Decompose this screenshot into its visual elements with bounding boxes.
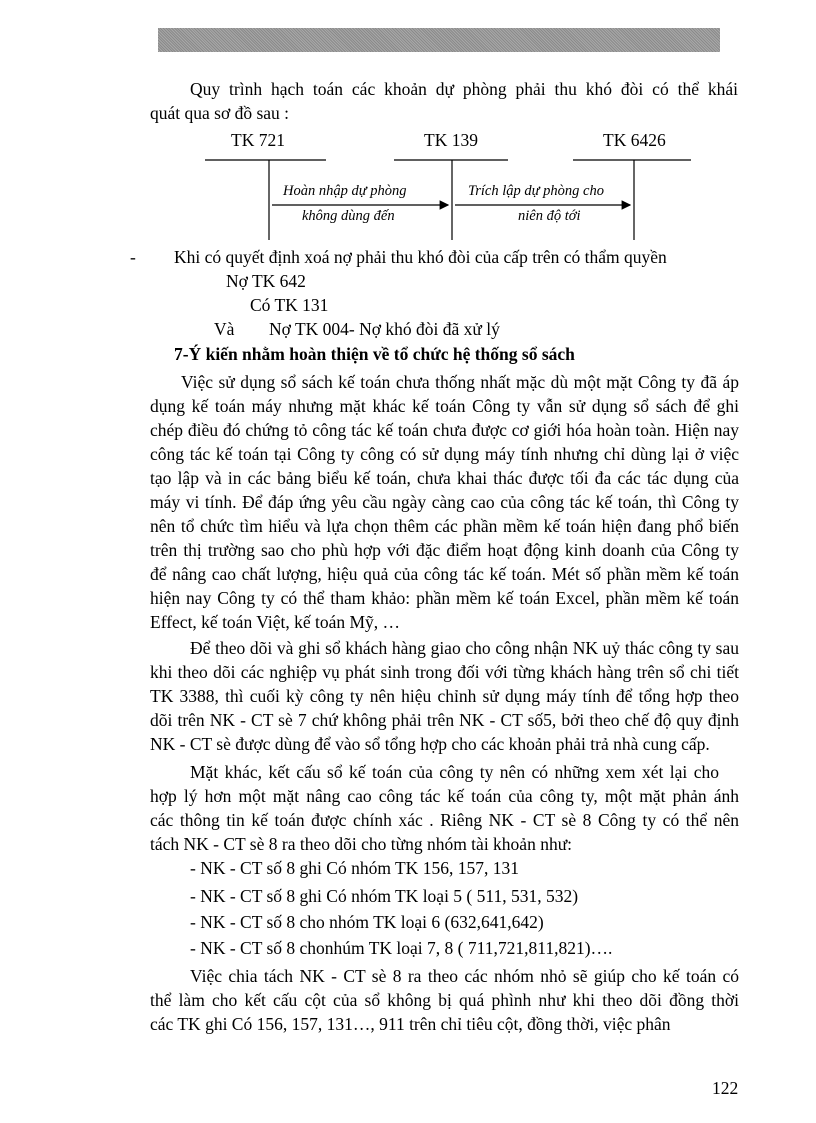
list-item: - NK - CT số 8 ghi Có nhóm TK 156, 157, 131 [190, 858, 519, 878]
para3-line: tách NK - CT sè 8 ra theo dõi cho từng nhóm tài khoản như: [150, 834, 573, 854]
para2-line: Để theo dõi và ghi sổ khách hàng giao cho công nhận NK uỷ thác công ty sau [190, 638, 739, 658]
list-item: - NK - CT số 8 cho nhóm TK loại 6 (632,641,642) [190, 912, 544, 932]
entry-debit: Nợ TK 642 [226, 271, 306, 291]
para1-line: tạo lập và in các bảng biểu kế toán, chưa khai thác được tối đa các tác dụng của [150, 468, 739, 488]
entry-bullet: - [130, 247, 136, 267]
account-tk721: TK 721 [231, 130, 285, 150]
arrow2-label-line2: niên độ tới [518, 208, 581, 224]
para1-line: máy vi tính. Để đáp ứng yêu cầu ngày càng cao của công tác kế toán, thì Công ty [150, 492, 739, 512]
para1-line: hiện nay Công ty có thể tham khảo: phần mềm kế toán Excel, phần mềm kế toán [150, 588, 739, 608]
list-item: - NK - CT số 8 ghi Có nhóm TK loại 5 ( 511, 531, 532) [190, 886, 579, 906]
arrow1-label-line2: không dùng đến [302, 208, 395, 224]
para2-line: NK - CT sè được dùng để vào sổ tổng hợp cho các khoản phải trả nhà cung cấp. [150, 734, 710, 754]
para2-line: dõi trên NK - CT sè 7 chứ không phải trên NK - CT số5, bởi theo chế độ quy định [150, 710, 739, 730]
entry-and: Và [214, 319, 235, 339]
para1-line: Việc sử dụng sổ sách kế toán chưa thống nhất mặc dù một mặt Công ty đã áp [181, 372, 739, 392]
arrow1-label-line1: Hoàn nhập dự phòng [283, 183, 407, 199]
entry-line-1: Khi có quyết định xoá nợ phải thu khó đòi của cấp trên có thẩm quyền [174, 247, 667, 267]
para1-line: dụng kế toán máy nhưng mặt khác kế toán Công ty vẫn sử dụng sổ sách để ghi [150, 396, 739, 416]
intro-line-1: Quy trình hạch toán các khoản dự phòng phải thu khó đòi có thể khái [190, 79, 738, 99]
para1-line: nên tổ chức tìm hiểu và lựa chọn thêm các phần mềm kế toán hiện đang phổ biến [150, 516, 739, 536]
t-account-diagram [0, 0, 816, 260]
arrow2-label-line1: Trích lập dự phòng cho [468, 183, 604, 199]
para1-line: Effect, kế toán Việt, kế toán Mỹ, … [150, 612, 401, 632]
intro-line-2: quát qua sơ đồ sau : [150, 103, 290, 123]
list-item: - NK - CT số 8 chonhúm TK loại 7, 8 ( 711,721,811,821)…. [190, 938, 613, 958]
para3-line: các thông tin kế toán được chính xác . Riêng NK - CT sè 8 Công ty có thể nên [150, 810, 739, 830]
para2-line: TK 3388, thì cuối kỳ công ty nên hiệu chỉnh sử dụng máy tính để tổng hợp theo [150, 686, 739, 706]
para1-line: công tác kế toán tại Công ty công có sử dụng máy tính nhưng chỉ dùng lại ở việc [150, 444, 739, 464]
para1-line: trên thị trường sao cho phù hợp với đặc điểm hoạt động kinh doanh của Công ty [150, 540, 739, 560]
para3-line: Mặt khác, kết cấu sổ kế toán của công ty nên có những xem xét lại cho [190, 762, 719, 782]
page-number: 122 [712, 1078, 739, 1098]
entry-credit: Có TK 131 [250, 295, 329, 315]
para1-line: để nâng cao chất lượng, hiệu quả của công tác kế toán. Mét số phần mềm kế toán [150, 564, 739, 584]
account-tk6426: TK 6426 [603, 130, 666, 150]
section-heading: 7-Ý kiến nhằm hoàn thiện về tổ chức hệ thống sổ sách [174, 344, 575, 364]
para4-line: các TK ghi Có 156, 157, 131…, 911 trên chỉ tiêu cột, đồng thời, việc phân [150, 1014, 671, 1034]
para1-line: chép điều đó chứng tỏ công tác kế toán chưa được cơ giới hóa hoàn toàn. Hiện nay [150, 420, 739, 440]
para4-line: thể làm cho kết cấu cột của sổ không bị quá phình như khi theo dõi đồng thời [150, 990, 739, 1010]
entry-offbalance: Nợ TK 004- Nợ khó đòi đã xử lý [269, 319, 500, 339]
para3-line: hợp lý hơn một mặt nâng cao công tác kế toán của công ty, một mặt phản ánh [150, 786, 739, 806]
para4-line: Việc chia tách NK - CT sè 8 ra theo các nhóm nhỏ sẽ giúp cho kế toán có [190, 966, 739, 986]
account-tk139: TK 139 [424, 130, 478, 150]
para2-line: khi theo dõi các nghiệp vụ phát sinh trong đối với từng khách hàng trên sổ chi tiết [150, 662, 739, 682]
